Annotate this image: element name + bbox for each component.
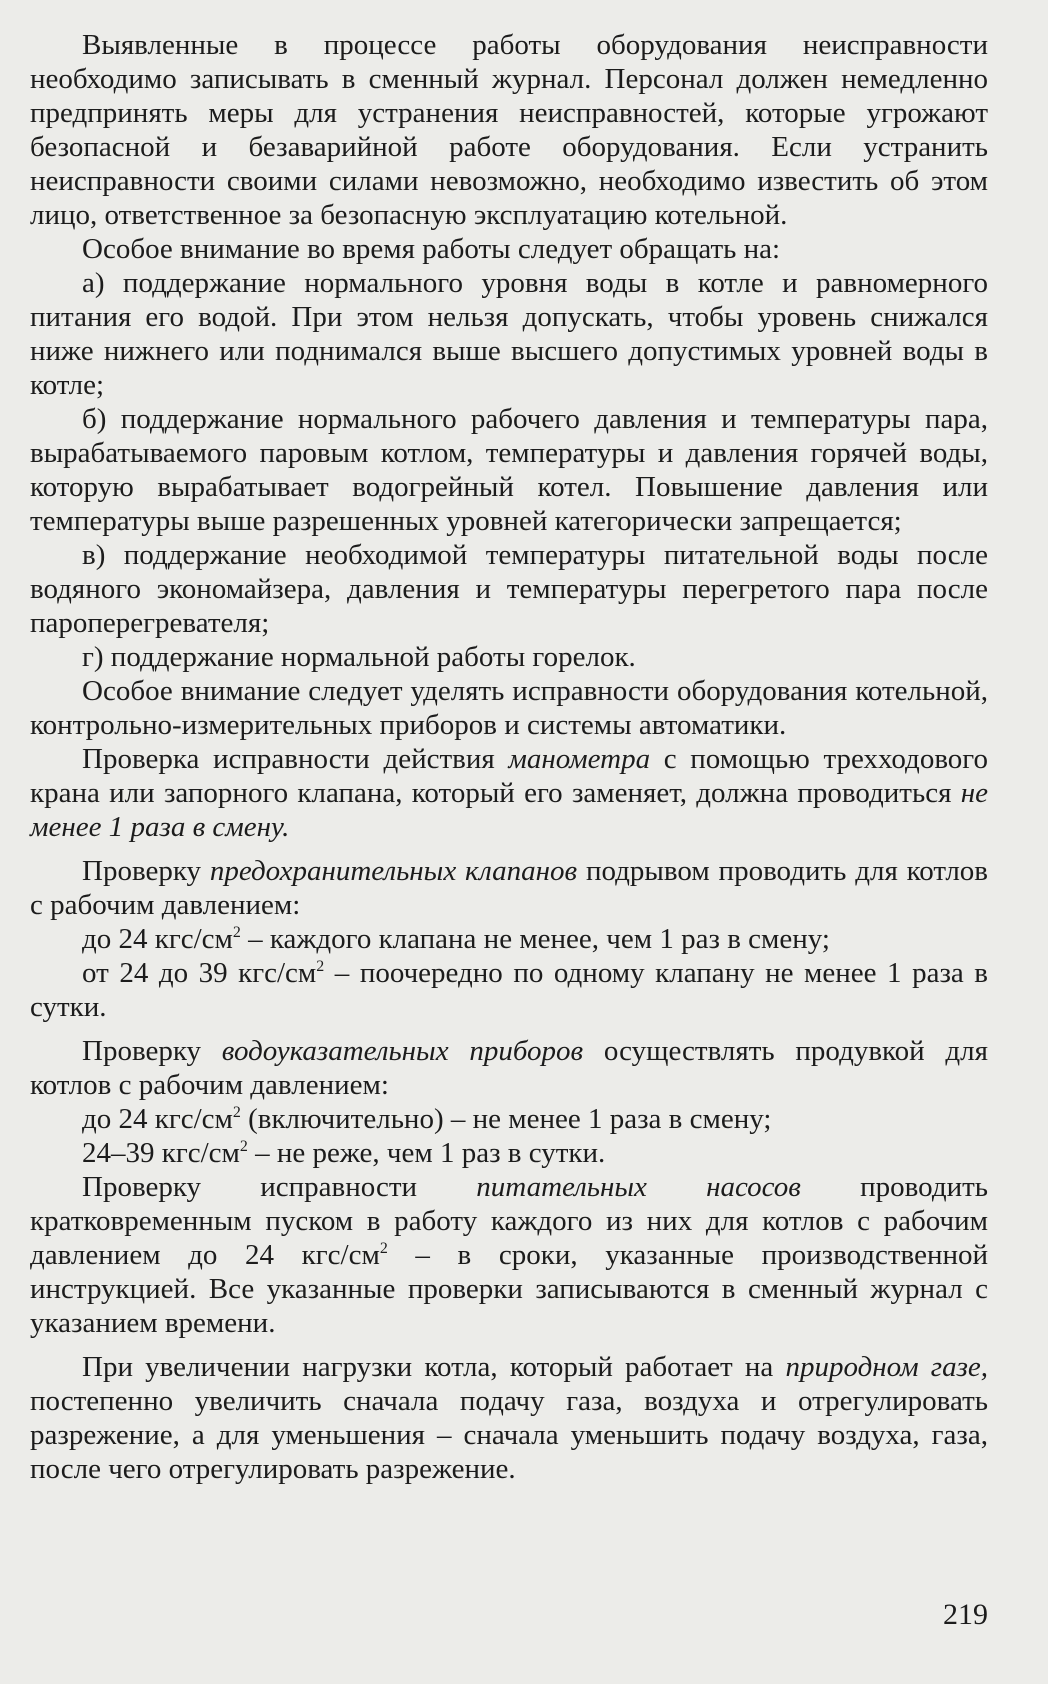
text-run: с помощью трехходового крана или запорного клапана, который его заменяет, должна проводиться (30, 743, 988, 809)
text-run: – не реже, чем 1 раз в сутки. (247, 1137, 606, 1169)
italic-frequency: не менее 1 раза в смену. (30, 777, 988, 843)
text-run: – поочередно по одному клапану не менее 1 раза в сутки. (30, 957, 988, 1023)
paragraph-feed-pumps-check (30, 1170, 988, 1340)
text-run: проводить кратковременным пуском в работу каждого из них для котлов с рабочим давлением до 24 кгс/см (30, 1171, 988, 1271)
text-run: Проверку (82, 855, 210, 887)
page-body (30, 28, 988, 1486)
italic-term-water-gauges: водоуказательных приборов (221, 1035, 584, 1067)
superscript: 2 (232, 1103, 241, 1121)
text-run: Проверка исправности действия (82, 743, 509, 775)
text-run: осуществлять продувкой для котлов с рабочим давлением: (30, 1035, 988, 1101)
italic-term-feed-pumps: питательных насосов (476, 1171, 801, 1203)
paragraph-water-gauges-check (30, 1034, 988, 1102)
text-run: – каждого клапана не менее, чем 1 раз в смену; (240, 923, 830, 955)
paragraph-safety-valves-check (30, 854, 988, 922)
text-run: подрывом проводить для котлов с рабочим давлением: (30, 855, 988, 921)
text-run: постепенно увеличить сначала подачу газа, воздуха и отрегулировать разрежение, а для уменьшения – сначала уменьшить подачу воздуха, газа, после чего отрегулировать разрежение. (30, 1385, 988, 1485)
list-item-gauges-up-to-24 (30, 1102, 988, 1136)
list-item-g: г) поддержание нормальной работы горелок. (82, 641, 636, 673)
text-run: Проверку (82, 1035, 222, 1067)
text-run: 24–39 кгс/см (82, 1137, 240, 1169)
paragraph-equipment-attention: Особое внимание следует уделять исправности оборудования котельной, контрольно-измерительных приборов и системы автоматики. (30, 675, 988, 741)
superscript: 2 (316, 957, 325, 975)
list-item-b: б) поддержание нормального рабочего давления и температуры пара, вырабатываемого паровым котлом, температуры и давления горячей воды, которую вырабатывает водогрейный котел. Повышение давления или температуры выше разрешенных уровней категорически запрещается; (30, 403, 988, 537)
list-item-valves-24-39 (30, 956, 988, 1024)
text-run: Проверку исправности (82, 1171, 477, 1203)
list-item-v: в) поддержание необходимой температуры питательной воды после водяного экономайзера, давления и температуры перегретого пара после пароперегревателя; (30, 539, 988, 639)
text-run: от 24 до 39 кгс/см (82, 957, 317, 989)
superscript: 2 (232, 923, 241, 941)
text-run: до 24 кгс/см (82, 923, 233, 955)
list-item-gauges-24-39 (30, 1136, 988, 1170)
italic-term-natural-gas: природном газе, (785, 1351, 989, 1383)
list-item-a: а) поддержание нормального уровня воды в котле и равномерного питания его водой. При этом нельзя допускать, чтобы уровень снижался ниже нижнего или поднимался выше высшего допустимых уровней воды в котле; (30, 267, 988, 401)
paragraph-attention-intro: Особое внимание во время работы следует обращать на: (82, 233, 781, 265)
text-run: до 24 кгс/см (82, 1103, 233, 1135)
paragraph-manometer-check (30, 742, 988, 844)
text-run: При увеличении нагрузки котла, который работает на (82, 1351, 786, 1383)
text-run: – в сроки, указанные производственной инструкцией. Все указанные проверки записываются в сменный журнал с указанием времени. (30, 1239, 989, 1339)
italic-term-safety-valves: предохранительных клапанов (209, 855, 578, 887)
superscript: 2 (239, 1137, 248, 1155)
text-run: (включительно) – не менее 1 раза в смену; (240, 1103, 772, 1135)
page-number: 219 (943, 1598, 988, 1631)
superscript: 2 (379, 1239, 388, 1257)
list-item-valves-up-to-24 (30, 922, 988, 956)
paragraph-load-change (30, 1350, 988, 1486)
paragraph-malfunctions: Выявленные в процессе работы оборудования неисправности необходимо записывать в сменный журнал. Персонал должен немедленно предпринять меры для устранения неисправностей, которые угрожают безопасной и безаварийной работе оборудования. Если устранить неисправности своими силами невозможно, необходимо известить об этом лицо, ответственное за безопасную эксплуатацию котельной. (30, 29, 988, 231)
italic-term-manometer: манометра (508, 743, 651, 775)
